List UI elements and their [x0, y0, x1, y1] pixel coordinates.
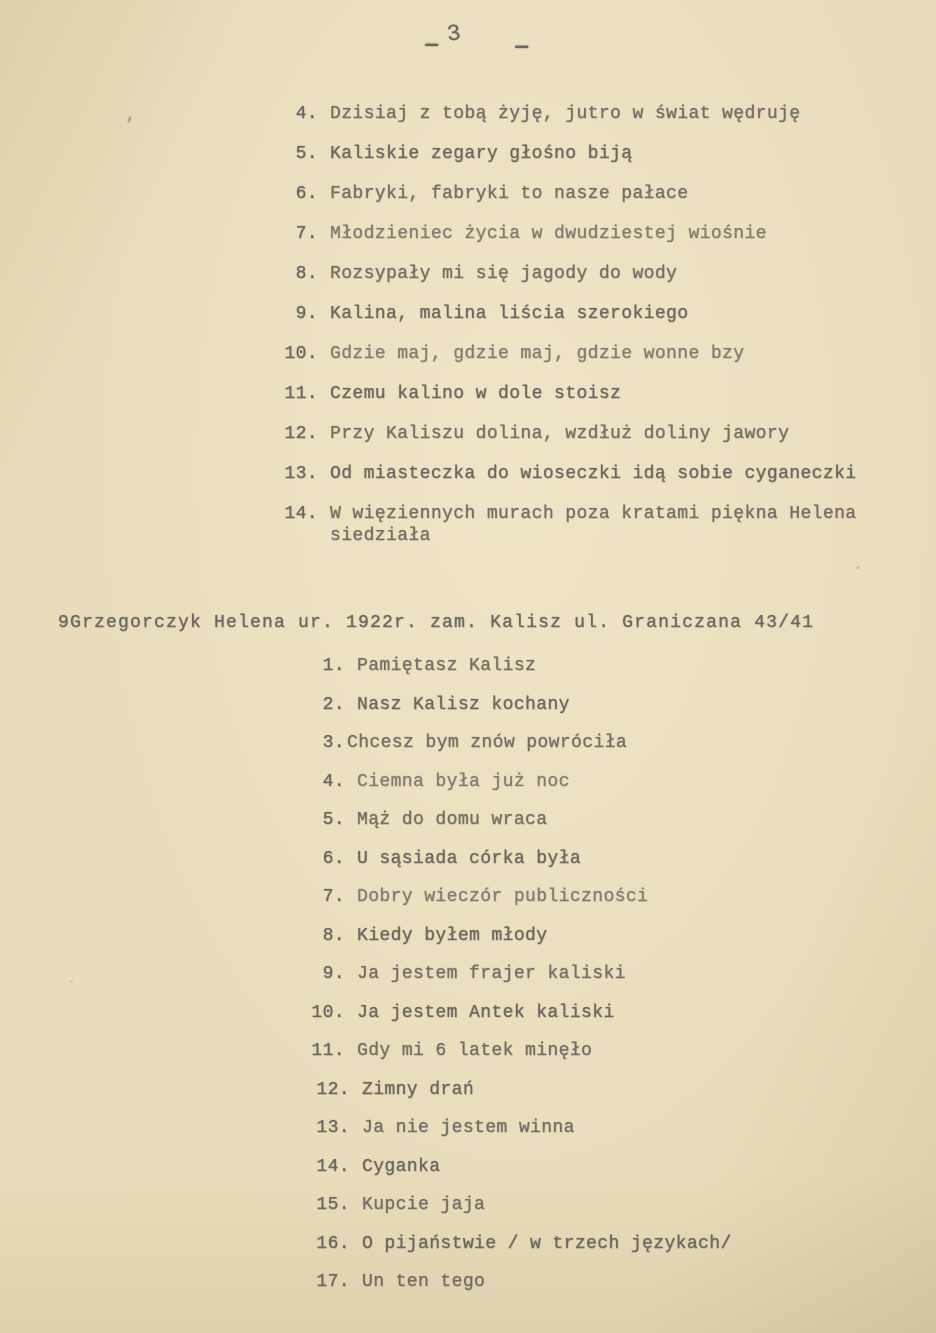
song-list-item: [0, 463, 936, 503]
item-number: 10.: [284, 344, 318, 364]
song-list-item: [0, 848, 936, 887]
song-list-item: [5, 1079, 936, 1118]
header-dash-left: -: [418, 34, 446, 56]
item-number: 15.: [316, 1195, 350, 1215]
item-number: 7.: [295, 224, 318, 244]
song-list-item: [0, 655, 936, 694]
item-number: 11.: [311, 1041, 345, 1061]
song-title: Mąż do domu wraca: [357, 810, 548, 830]
song-title: Gdy mi 6 latek minęło: [357, 1041, 593, 1061]
header-dash-right: -: [508, 36, 536, 58]
song-list-item: [0, 503, 936, 583]
item-number: 8.: [295, 264, 318, 284]
song-list-item: [0, 383, 936, 423]
item-number: 17.: [316, 1272, 350, 1292]
song-list-item: [0, 343, 936, 383]
item-number: 13.: [284, 464, 318, 484]
item-number: 12.: [316, 1079, 350, 1100]
song-list-item: [0, 263, 936, 303]
item-number: 7.: [322, 887, 345, 907]
item-number: 9.: [322, 964, 345, 984]
song-title: Ja jestem frajer kaliski: [357, 964, 626, 984]
item-number: 1.: [322, 656, 345, 676]
song-title: Pamiętasz Kalisz: [357, 656, 537, 676]
song-title: Przy Kaliszu dolina, wzdłuż doliny jawory: [330, 424, 790, 444]
song-list-item: [0, 223, 936, 263]
song-list-item: [0, 925, 936, 964]
song-title: Od miasteczka do wioseczki idą sobie cyganeczki: [330, 464, 857, 484]
song-list-item: [0, 103, 936, 143]
song-title: Ja jestem Antek kaliski: [357, 1002, 615, 1023]
song-list-item: [0, 303, 936, 343]
song-title: O pijaństwie / w trzech językach/: [362, 1233, 732, 1254]
song-title: Czemu kalino w dole stoisz: [330, 384, 622, 404]
page-number: 3: [445, 20, 463, 48]
song-list-item: [0, 143, 936, 183]
song-list-continued: [0, 103, 936, 583]
song-list-item: [0, 1040, 936, 1079]
song-title: Kaliskie zegary głośno biją: [330, 144, 633, 164]
song-title: Cyganka: [362, 1156, 441, 1177]
item-number: 6.: [322, 848, 345, 869]
song-title: Zimny drań: [362, 1079, 475, 1100]
song-title: Gdzie maj, gdzie maj, gdzie wonne bzy: [330, 344, 745, 364]
song-list-item: [5, 1233, 936, 1272]
song-title: Rozsypały mi się jagody do wody: [330, 264, 678, 284]
song-list-item: [0, 886, 936, 925]
item-number: 10.: [311, 1002, 345, 1023]
item-number: 8.: [322, 925, 345, 946]
item-number: 4.: [295, 104, 318, 124]
song-list-item: [0, 963, 936, 1002]
item-number: 9.: [295, 304, 318, 324]
song-title: Kiedy byłem młody: [357, 925, 548, 946]
song-title: Nasz Kalisz kochany: [357, 694, 570, 715]
song-list-item: [0, 1002, 936, 1041]
song-title: W więziennych murach poza kratami piękna Helena siedziała: [330, 504, 857, 546]
entry-heading: 9Grzegorczyk Helena ur. 1922r. zam. Kalisz ul. Graniczana 43/41: [58, 613, 815, 633]
item-number: 5.: [295, 144, 318, 164]
song-list-item: [0, 809, 936, 848]
item-number: 12.: [284, 424, 318, 444]
song-title: Un ten tego: [362, 1272, 486, 1292]
song-list-item: [5, 1156, 936, 1195]
song-list-item: [5, 1194, 936, 1233]
item-number: 3.: [322, 733, 345, 753]
song-list-item: [5, 1117, 936, 1156]
item-number: 5.: [322, 810, 345, 830]
item-number: 14.: [316, 1156, 350, 1177]
song-list-item: [0, 694, 936, 733]
song-title: U sąsiada córka była: [357, 848, 582, 869]
song-title: Kalina, malina liścia szerokiego: [330, 304, 689, 324]
song-title: Fabryki, fabryki to nasze pałace: [330, 184, 689, 204]
item-number: 6.: [295, 184, 318, 204]
item-number: 2.: [322, 694, 345, 715]
song-title: Ciemna była już noc: [357, 771, 570, 792]
item-number: 4.: [322, 771, 345, 792]
song-list-item: [0, 732, 936, 771]
song-list-item: [0, 771, 936, 810]
song-title-continuation: siedziała: [330, 526, 431, 546]
item-number: 16.: [316, 1233, 350, 1254]
item-number: 11.: [284, 384, 318, 404]
song-list-entry: [0, 655, 936, 1310]
song-title: Dzisiaj z tobą żyję, jutro w świat wędruję: [330, 104, 801, 124]
item-number: 14.: [284, 504, 318, 524]
song-title: Dobry wieczór publiczności: [357, 887, 649, 907]
song-list-item: [0, 183, 936, 223]
song-list-item: [5, 1271, 936, 1310]
song-title: Kupcie jaja: [362, 1195, 486, 1215]
song-title: Młodzieniec życia w dwudziestej wiośnie: [330, 224, 767, 244]
song-title: Ja nie jestem winna: [362, 1118, 575, 1138]
item-number: 13.: [316, 1118, 350, 1138]
song-title: Chcesz bym znów powróciła: [347, 733, 628, 753]
song-list-item: [0, 423, 936, 463]
